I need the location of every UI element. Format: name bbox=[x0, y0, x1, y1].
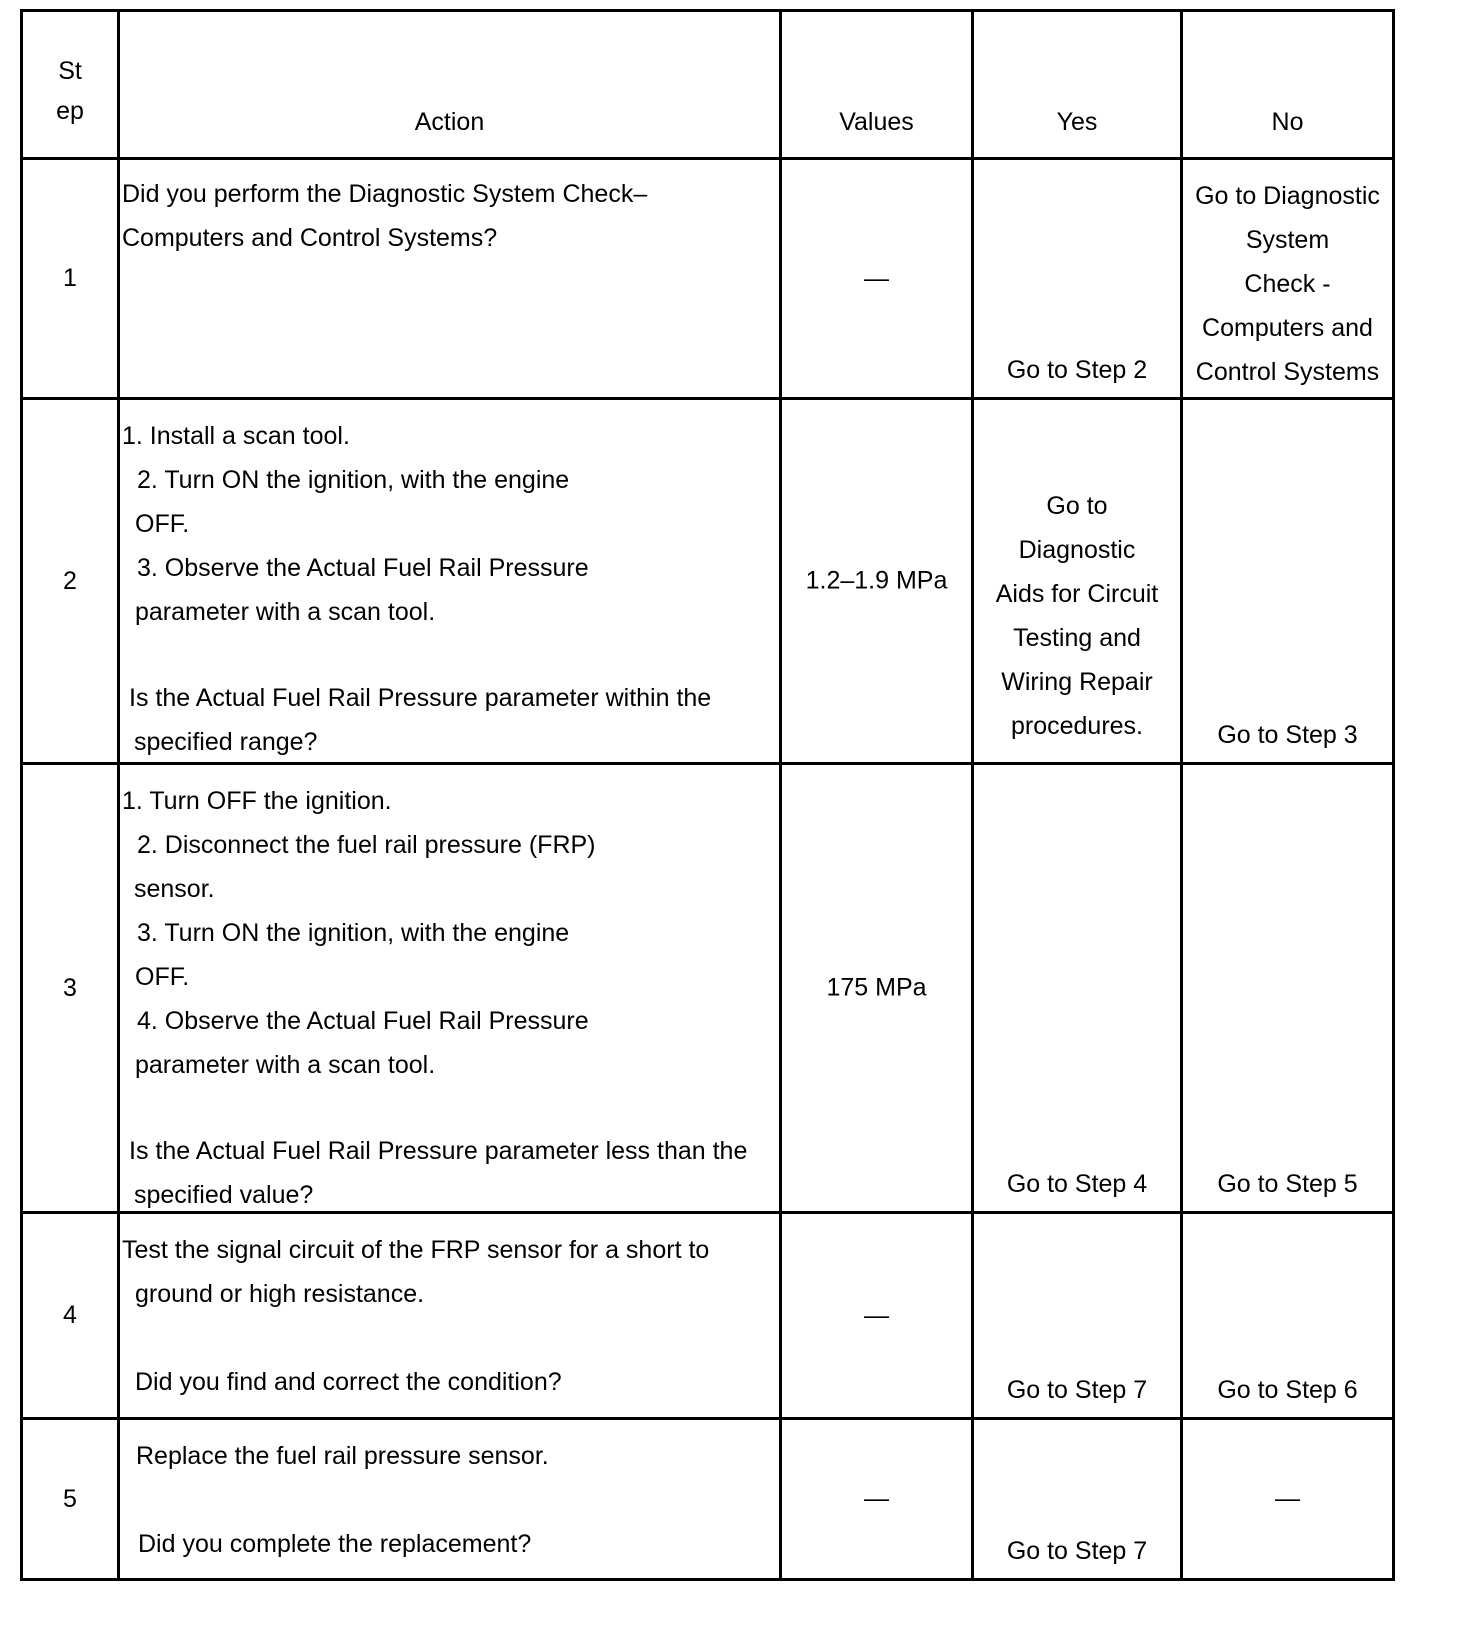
yes-cell: Go to Step 7 bbox=[973, 1213, 1182, 1419]
action-cell: Replace the fuel rail pressure sensor. Did you complete the replacement? bbox=[119, 1419, 781, 1580]
action-cell: 1. Turn OFF the ignition. 2. Disconnect the fuel rail pressure (FRP) sensor. 3. Turn ON the ignition, with the engine OFF. 4. Observe the Actual Fuel Rail Pressure parameter with a scan tool. Is the Actual Fuel Rail Pressure parameter less than the specified value? bbox=[119, 764, 781, 1213]
step-number: 2 bbox=[22, 399, 119, 764]
no-cell: Go to Step 6 bbox=[1182, 1213, 1394, 1419]
yes-cell: Go to Step 7 bbox=[973, 1419, 1182, 1580]
table-row bbox=[22, 1419, 1394, 1580]
action-cell: 1. Install a scan tool. 2. Turn ON the ignition, with the engine OFF. 3. Observe the Actual Fuel Rail Pressure parameter with a scan tool. Is the Actual Fuel Rail Pressure parameter within the specified range? bbox=[119, 399, 781, 764]
table-row bbox=[22, 1213, 1394, 1419]
header-row bbox=[22, 11, 1394, 159]
header-values: Values bbox=[781, 11, 973, 159]
diagnostic-table bbox=[20, 9, 1395, 1581]
value-cell: — bbox=[781, 159, 973, 399]
header-yes: Yes bbox=[973, 11, 1182, 159]
header-step: St ep bbox=[22, 11, 119, 159]
header-no: No bbox=[1182, 11, 1394, 159]
value-cell: 1.2–1.9 MPa bbox=[781, 399, 973, 764]
action-cell: Did you perform the Diagnostic System Check– Computers and Control Systems? bbox=[119, 159, 781, 399]
step-number: 3 bbox=[22, 764, 119, 1213]
step-number: 1 bbox=[22, 159, 119, 399]
no-cell: Go to Diagnostic System Check - Computers and Control Systems bbox=[1182, 159, 1394, 399]
step-number: 4 bbox=[22, 1213, 119, 1419]
value-cell: 175 MPa bbox=[781, 764, 973, 1213]
value-cell: — bbox=[781, 1419, 973, 1580]
table-row bbox=[22, 764, 1394, 1213]
table-row bbox=[22, 399, 1394, 764]
header-action: Action bbox=[119, 11, 781, 159]
yes-cell: Go to Step 4 bbox=[973, 764, 1182, 1213]
no-cell: Go to Step 3 bbox=[1182, 399, 1394, 764]
value-cell: — bbox=[781, 1213, 973, 1419]
no-cell: — bbox=[1182, 1419, 1394, 1580]
action-cell: Test the signal circuit of the FRP sensor for a short to ground or high resistance. Did you find and correct the condition? bbox=[119, 1213, 781, 1419]
yes-cell: Go to Diagnostic Aids for Circuit Testing and Wiring Repair procedures. bbox=[973, 399, 1182, 764]
no-cell: Go to Step 5 bbox=[1182, 764, 1394, 1213]
yes-cell: Go to Step 2 bbox=[973, 159, 1182, 399]
step-number: 5 bbox=[22, 1419, 119, 1580]
table-row bbox=[22, 159, 1394, 399]
